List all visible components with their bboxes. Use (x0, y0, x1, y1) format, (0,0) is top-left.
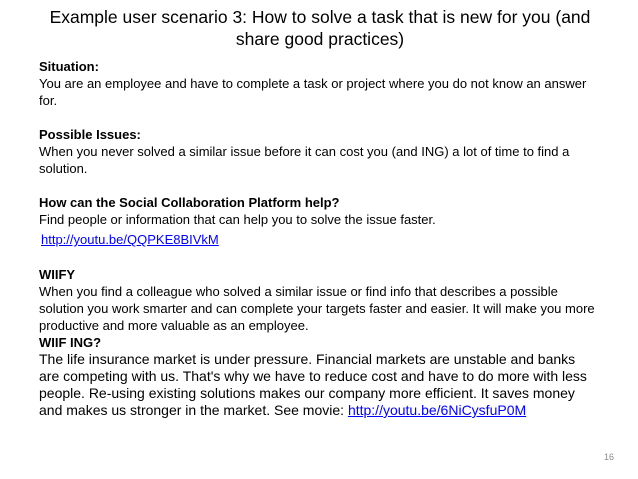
help-heading: How can the Social Collaboration Platform help? (39, 195, 340, 210)
issues-heading: Possible Issues: (39, 127, 141, 142)
issues-text: When you never solved a similar issue before it can cost you (and ING) a lot of time to find a solution. (39, 144, 570, 176)
wiify-text: When you find a colleague who solved a similar issue or find info that describes a possible solution you work smarter and can complete your targets faster and easier. It will make you more productive and more valuable as an employee. (39, 284, 595, 333)
slide-content (39, 58, 599, 419)
wiif-ing-section (39, 334, 599, 419)
situation-section (39, 58, 599, 109)
wiif-ing-text: The life insurance market is under pressure. Financial markets are unstable and banks are competing with us. That's why we have to reduce cost and have to do more with less people. Re-using existing solutions makes our company more efficient. It saves money and makes us stronger in the market. See movie: (39, 351, 587, 418)
situation-heading: Situation: (39, 59, 99, 74)
situation-text: You are an employee and have to complete a task or project where you do not know an answer for. (39, 76, 587, 108)
issues-section (39, 126, 599, 177)
help-video-link[interactable]: http://youtu.be/QQPKE8BIVkM (41, 232, 219, 247)
wiify-heading: WIIFY (39, 267, 76, 282)
slide-title (20, 6, 620, 50)
wiif-ing-paragraph (39, 351, 599, 419)
movie-link[interactable]: http://youtu.be/6NiCysfuP0M (347, 402, 527, 418)
page-number: 16 (603, 452, 614, 462)
wiify-section (39, 266, 599, 334)
help-text: Find people or information that can help you to solve the issue faster. (39, 212, 436, 227)
slide-title-line-1: Example user scenario 3: How to solve a task that is new for you (and (49, 7, 591, 27)
help-section (39, 194, 599, 248)
slide-title-line-2: share good practices) (235, 29, 405, 49)
wiif-ing-heading: WIIF ING? (39, 335, 102, 350)
